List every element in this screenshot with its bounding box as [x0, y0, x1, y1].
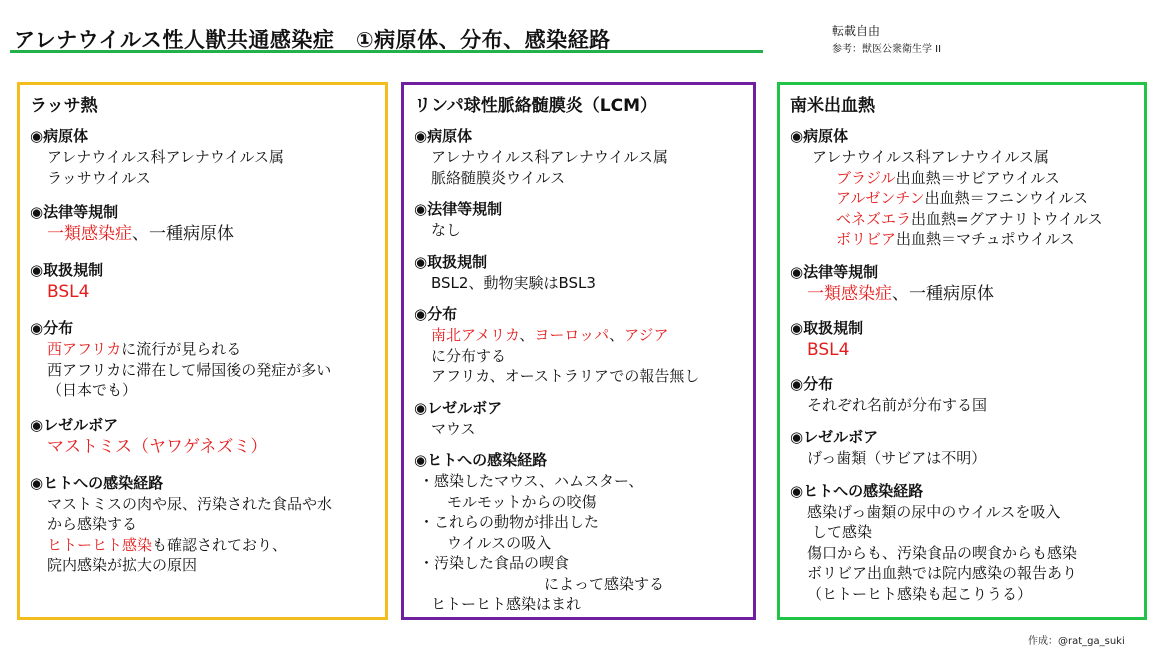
highlight-text: アルゼンチン: [836, 189, 925, 207]
text-line: マウス: [431, 419, 476, 438]
page-title: アレナウイルス性人獣共通感染症 ①病原体、分布、感染経路: [14, 28, 611, 52]
text-line: マストミスの肉や尿、汚染された食品や水: [47, 494, 333, 513]
text-line: ヒトーヒト感染はまれ: [431, 595, 582, 613]
section-heading: ◉分布: [790, 374, 834, 393]
text-line: なし: [431, 221, 462, 239]
highlight-text: ヒトーヒト感染: [47, 535, 153, 554]
text: 出血熱＝サビアウイルス: [895, 168, 1060, 187]
section-heading: ◉取扱規制: [414, 252, 488, 271]
text-line: （ヒトーヒト感染も起こりうる）: [807, 584, 1033, 603]
highlight-text: マストミス（ヤワゲネズミ）: [47, 436, 268, 457]
text-line: [790, 209, 1132, 230]
text-line: （日本でも）: [47, 381, 138, 399]
highlight-text: 西アフリカ: [47, 340, 122, 358]
section-heading: ◉レゼルボア: [30, 415, 119, 434]
text: に流行が見られる: [121, 340, 242, 358]
highlight-text: BSL4: [807, 339, 850, 360]
highlight-text: 一類感染症: [47, 224, 132, 244]
title-underline: [10, 50, 763, 53]
lcm-panel: [401, 82, 756, 620]
law-section: [414, 199, 741, 241]
highlight-text: ベネズエラ: [836, 209, 912, 228]
section-heading: ◉病原体: [790, 127, 849, 145]
section-heading: ◉ヒトへの感染経路: [414, 451, 548, 469]
text-line: ウイルスの吸入: [447, 533, 552, 552]
route-section: [414, 450, 741, 615]
text-line: げっ歯類（サビアは不明）: [807, 449, 987, 467]
law-section: [790, 262, 1132, 306]
text-line: [790, 283, 1132, 306]
distribution-section: [30, 318, 373, 401]
text-line: [30, 535, 373, 556]
route-section: [790, 481, 1132, 605]
highlight-text: アジア: [624, 326, 669, 344]
section-heading: ◉法律等規制: [30, 203, 119, 221]
highlight-text: BSL4: [47, 282, 90, 302]
text-line: 脈絡髄膜炎ウイルス: [431, 168, 566, 187]
south-american-hf-panel: [777, 82, 1147, 620]
handling-section: [30, 260, 373, 304]
text-line: [790, 168, 1132, 189]
section-heading: ◉病原体: [414, 127, 473, 145]
panel-title: ラッサ熱: [30, 96, 98, 116]
text: 、一種病原体: [892, 283, 994, 304]
reference-note: 参考：獣医公衆衛生学 II: [832, 44, 942, 55]
text-line: アレナウイルス科アレナウイルス属: [812, 148, 1050, 166]
highlight-text: 一類感染症: [807, 283, 892, 304]
text-line: ボリビア出血熱では院内感染の報告あり: [807, 564, 1078, 582]
highlight-text: ボリビア: [836, 230, 897, 248]
text: も確認されており、: [152, 535, 288, 554]
highlight-text: 南北アメリカ: [431, 326, 520, 344]
text-line: モルモットからの咬傷: [447, 492, 597, 511]
handling-section: [790, 318, 1132, 362]
section-heading: ◉法律等規制: [414, 200, 503, 218]
text-line: [414, 325, 741, 346]
section-heading: ◉レゼルボア: [414, 398, 503, 417]
text-line: ・汚染した食品の喫食: [419, 554, 570, 572]
text: 出血熱=グアナリトウイルス: [911, 209, 1103, 228]
text-line: [30, 339, 373, 360]
text-line: 院内感染が拡大の原因: [47, 556, 198, 574]
distribution-section: [790, 374, 1132, 416]
reprint-note: 転載自由: [832, 24, 881, 38]
text-line: に分布する: [431, 346, 507, 365]
text-line: ・これらの動物が排出した: [419, 513, 600, 531]
law-section: [30, 202, 373, 246]
highlight-text: ヨーロッパ: [534, 326, 610, 344]
text: 、: [609, 326, 625, 344]
text-line: アフリカ、オーストラリアでの報告無し: [431, 367, 700, 385]
text-line: BSL2、動物実験はBSL3: [431, 273, 596, 292]
text-line: [30, 223, 373, 246]
section-heading: ◉レゼルボア: [790, 428, 879, 446]
section-heading: ◉分布: [30, 319, 74, 337]
text: 、一種病原体: [132, 224, 234, 244]
text: 、: [519, 326, 535, 344]
reservoir-section: [790, 427, 1132, 469]
highlight-text: ブラジル: [836, 168, 896, 187]
section-heading: ◉取扱規制: [30, 261, 104, 279]
handling-section: [414, 252, 741, 294]
text-line: ラッサウイルス: [47, 168, 151, 187]
section-heading: ◉分布: [414, 305, 458, 323]
text-line: [790, 229, 1132, 250]
panel-title: リンパ球性脈絡髄膜炎（LCM）: [414, 96, 658, 116]
text-line: アレナウイルス科アレナウイルス属: [47, 148, 285, 166]
text-line: [790, 188, 1132, 209]
section-heading: ◉ヒトへの感染経路: [790, 481, 924, 500]
text-line: して感染: [812, 523, 873, 541]
text-line: 傷口からも、汚染食品の喫食からも感染: [807, 543, 1078, 562]
text-line: 感染げっ歯類の尿中のウイルスを吸入: [807, 502, 1061, 521]
route-section: [30, 473, 373, 576]
text-line: によって感染する: [544, 574, 665, 593]
section-heading: ◉ヒトへの感染経路: [30, 473, 164, 492]
text: 出血熱＝マチュポウイルス: [896, 230, 1075, 248]
text-line: ・感染したマウス、ハムスター、: [419, 472, 644, 490]
pathogen-section: [30, 126, 373, 188]
reservoir-section: [414, 398, 741, 440]
distribution-section: [414, 304, 741, 387]
section-heading: ◉病原体: [30, 127, 89, 145]
section-heading: ◉法律等規制: [790, 262, 879, 281]
pathogen-section: [790, 126, 1132, 250]
text-line: アレナウイルス科アレナウイルス属: [431, 148, 669, 166]
section-heading: ◉取扱規制: [790, 318, 864, 337]
text-line: から感染する: [47, 515, 138, 533]
text-line: それぞれ名前が分布する国: [807, 395, 988, 414]
text: 出血熱＝フニンウイルス: [924, 189, 1089, 207]
text-line: 西アフリカに滞在して帰国後の発症が多い: [47, 360, 332, 379]
panel-title: 南米出血熱: [790, 96, 875, 116]
pathogen-section: [414, 126, 741, 188]
author-credit: 作成：@rat_ga_suki: [1028, 636, 1125, 647]
reservoir-section: [30, 415, 373, 459]
lassa-fever-panel: [17, 82, 388, 620]
